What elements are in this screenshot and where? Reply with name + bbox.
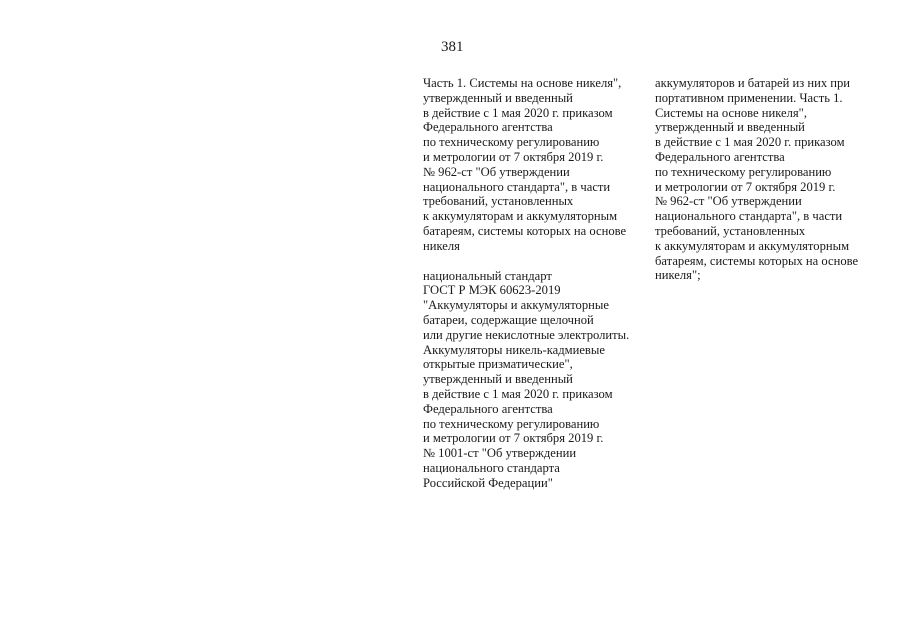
text-line: утвержденный и введенный <box>423 372 573 387</box>
text-line: никеля"; <box>655 268 701 283</box>
page-number: 381 <box>441 39 464 55</box>
text-line: Часть 1. Системы на основе никеля", <box>423 76 622 90</box>
text-line: ГОСТ Р МЭК 60623-2019 <box>423 283 561 298</box>
text-line: по техническому регулированию <box>423 416 600 431</box>
text-line: национального стандарта", в части <box>423 179 611 194</box>
left-column <box>423 76 648 491</box>
right-text-block-1 <box>655 76 895 283</box>
text-line: национального стандарта", в части <box>655 209 843 224</box>
text-line: № 962-ст "Об утверждении <box>655 194 802 209</box>
text-line: никеля <box>423 238 460 253</box>
text-line: и метрологии от 7 октября 2019 г. <box>655 179 836 194</box>
text-line: национальный стандарт <box>423 268 552 283</box>
text-line: или другие некислотные электролиты. <box>423 327 630 342</box>
text-line: в действие с 1 мая 2020 г. приказом <box>655 135 845 150</box>
text-line: к аккумуляторам и аккумуляторным <box>423 209 618 224</box>
text-line: батареям, системы которых на основе <box>423 223 627 238</box>
text-line: требований, установленных <box>423 194 574 209</box>
text-line: "Аккумуляторы и аккумуляторные <box>423 298 609 313</box>
text-line: требований, установленных <box>655 223 806 238</box>
text-line: к аккумуляторам и аккумуляторным <box>655 238 850 253</box>
text-line: в действие с 1 мая 2020 г. приказом <box>423 386 613 401</box>
right-column <box>655 76 895 283</box>
left-text-block-1 <box>423 76 648 254</box>
text-line: батареи, содержащие щелочной <box>423 312 594 327</box>
text-line: открытые призматические", <box>423 357 573 372</box>
text-line: в действие с 1 мая 2020 г. приказом <box>423 105 613 120</box>
text-line: и метрологии от 7 октября 2019 г. <box>423 431 604 446</box>
text-line: по техническому регулированию <box>423 135 600 150</box>
text-line: Аккумуляторы никель-кадмиевые <box>423 342 605 357</box>
text-line: утвержденный и введенный <box>423 90 573 105</box>
text-line: № 962-ст "Об утверждении <box>423 164 570 179</box>
text-line: портативном применении. Часть 1. <box>655 90 843 105</box>
text-line: Системы на основе никеля", <box>655 105 807 120</box>
text-line: по техническому регулированию <box>655 164 832 179</box>
left-text-block-2 <box>423 269 648 491</box>
text-line: и метрологии от 7 октября 2019 г. <box>423 149 604 164</box>
text-line: Российской Федерации" <box>423 475 553 490</box>
text-line: Федерального агентства <box>423 120 553 135</box>
text-line: батареям, системы которых на основе <box>655 253 859 268</box>
text-line: № 1001-ст "Об утверждении <box>423 446 577 461</box>
paragraph-gap <box>423 254 648 269</box>
text-line: Федерального агентства <box>655 149 785 164</box>
text-line: аккумуляторов и батарей из них при <box>655 76 851 90</box>
text-line: Федерального агентства <box>423 401 553 416</box>
text-line: утвержденный и введенный <box>655 120 805 135</box>
text-line: национального стандарта <box>423 460 560 475</box>
